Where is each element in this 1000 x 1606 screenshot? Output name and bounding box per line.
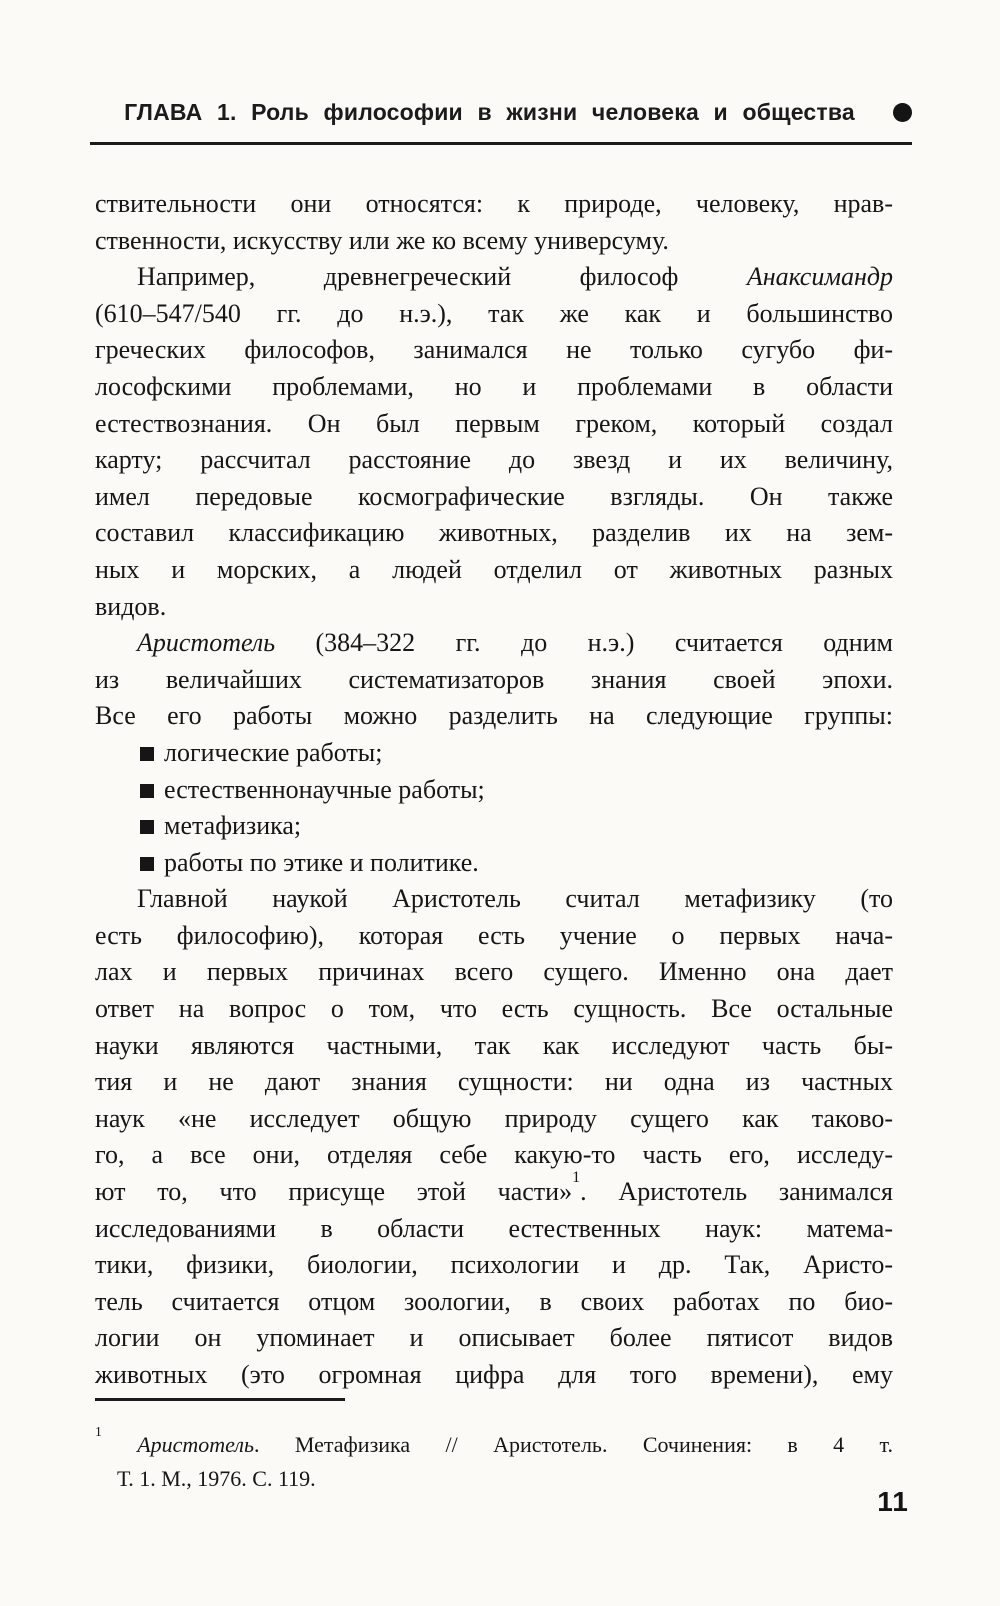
text-line <box>95 662 893 699</box>
text-segment: естествознания. Он был первым греком, который создал <box>95 408 893 438</box>
footnote <box>95 1424 894 1496</box>
text-segment: ственности, искусству или же ко всему универсуму. <box>95 225 669 255</box>
text-segment: естественнонаучные работы; <box>164 774 485 804</box>
text-line <box>95 1320 893 1357</box>
footnote-marker: 1 <box>572 1168 581 1186</box>
text-line <box>95 1211 893 1248</box>
text-line <box>95 589 893 626</box>
footnote-marker: 1 <box>95 1424 102 1440</box>
text-segment: есть философию), которая есть учение о первых нача- <box>95 920 893 950</box>
square-bullet-icon <box>140 747 154 761</box>
italic-text: Аристотель <box>137 628 276 658</box>
text-segment: (610–547/540 гг. до н.э.), так же как и большинство <box>95 298 893 328</box>
text-line <box>95 954 893 991</box>
body-text <box>95 186 893 1394</box>
text-segment: имел передовые космографические взгляды. Он также <box>95 481 893 511</box>
text-segment: составил классификацию животных, разделив их на зем- <box>95 518 893 548</box>
text-segment: наук «не исследует общую природу сущего как таково- <box>95 1103 893 1133</box>
text-line <box>95 735 893 772</box>
text-line <box>95 186 893 223</box>
text-line <box>95 515 893 552</box>
text-line <box>95 991 893 1028</box>
chapter-bullet-icon <box>893 103 912 122</box>
text-segment: . Аристотель занимался <box>580 1177 893 1207</box>
text-line <box>95 223 893 260</box>
text-line <box>95 296 893 333</box>
text-line <box>95 1137 893 1174</box>
text-line <box>95 1357 893 1394</box>
italic-text: Анаксимандр <box>746 262 893 292</box>
square-bullet-icon <box>140 784 154 798</box>
text-segment: тики, физики, биологии, психологии и др. Так, Аристо- <box>95 1250 893 1280</box>
text-segment: лософскими проблемами, но и проблемами в области <box>95 371 893 401</box>
text-line <box>95 1424 894 1462</box>
text-line <box>95 1064 893 1101</box>
text-line <box>95 1028 893 1065</box>
chapter-header <box>90 99 912 126</box>
text-line <box>95 918 893 955</box>
text-line <box>95 772 893 809</box>
page-number: 11 <box>877 1486 909 1517</box>
square-bullet-icon <box>140 820 154 834</box>
text-segment: животных (это огромная цифра для того времени), ему <box>95 1360 893 1389</box>
text-line <box>95 479 893 516</box>
text-segment: карту; рассчитал расстояние до звезд и их величину, <box>95 445 893 475</box>
text-segment: ют то, что присуще этой части» <box>95 1177 573 1207</box>
header-rule <box>90 142 912 145</box>
chapter-title: ГЛАВА 1. Роль философии в жизни человека и общества <box>124 99 855 125</box>
text-segment: работы по этике и политике. <box>164 847 479 877</box>
text-segment: тель считается отцом зоологии, в своих работах по био- <box>95 1286 893 1316</box>
text-line <box>95 881 893 918</box>
text-segment: греческих философов, занимался не только сугубо фи- <box>95 335 893 365</box>
text-segment: науки являются частными, так как исследуют часть бы- <box>95 1030 893 1060</box>
text-segment: (384–322 гг. до н.э.) считается одним <box>275 628 893 658</box>
text-line <box>95 1284 893 1321</box>
text-segment: из величайших систематизаторов знания своей эпохи. <box>95 664 893 694</box>
text-line <box>117 1462 893 1496</box>
text-segment: Например, древнегреческий философ <box>137 262 747 292</box>
text-line <box>95 625 893 662</box>
italic-text: Аристотель <box>137 1432 254 1457</box>
text-line <box>95 259 893 296</box>
text-line <box>95 1247 893 1284</box>
text-segment: ствительности они относятся: к природе, человеку, нрав- <box>95 189 893 218</box>
text-segment: Главной наукой Аристотель считал метафизику (то <box>137 884 893 914</box>
text-segment: тия и не дают знания сущности: ни одна из частных <box>95 1067 893 1097</box>
text-segment: логии он упоминает и описывает более пятисот видов <box>95 1323 893 1353</box>
text-segment: видов. <box>95 591 167 621</box>
text-segment: метафизика; <box>164 811 302 841</box>
text-line <box>95 442 893 479</box>
text-segment: логические работы; <box>164 737 383 767</box>
text-line <box>95 698 893 735</box>
footnote-rule <box>95 1398 345 1401</box>
text-line <box>95 406 893 443</box>
text-line <box>95 1168 893 1211</box>
square-bullet-icon <box>140 857 154 871</box>
text-segment: го, а все они, отделяя себе какую-то часть его, исследу- <box>95 1140 893 1170</box>
text-segment: ных и морских, а людей отделил от животных разных <box>95 554 893 584</box>
text-line <box>95 845 893 882</box>
text-line <box>95 332 893 369</box>
text-segment <box>102 1432 137 1457</box>
text-line <box>95 808 893 845</box>
text-segment: Все его работы можно разделить на следующие группы: <box>95 701 893 731</box>
text-segment: исследованиями в области естественных наук: матема- <box>95 1213 893 1243</box>
text-line <box>95 1101 893 1138</box>
text-line <box>95 369 893 406</box>
text-segment: лах и первых причинах всего сущего. Именно она дает <box>95 957 893 987</box>
text-segment: Т. 1. М., 1976. С. 119. <box>117 1466 316 1491</box>
text-line <box>95 552 893 589</box>
text-segment: . Метафизика // Аристотель. Сочинения: в 4 т. <box>254 1432 894 1457</box>
text-segment: ответ на вопрос о том, что есть сущность. Все остальные <box>95 994 893 1024</box>
